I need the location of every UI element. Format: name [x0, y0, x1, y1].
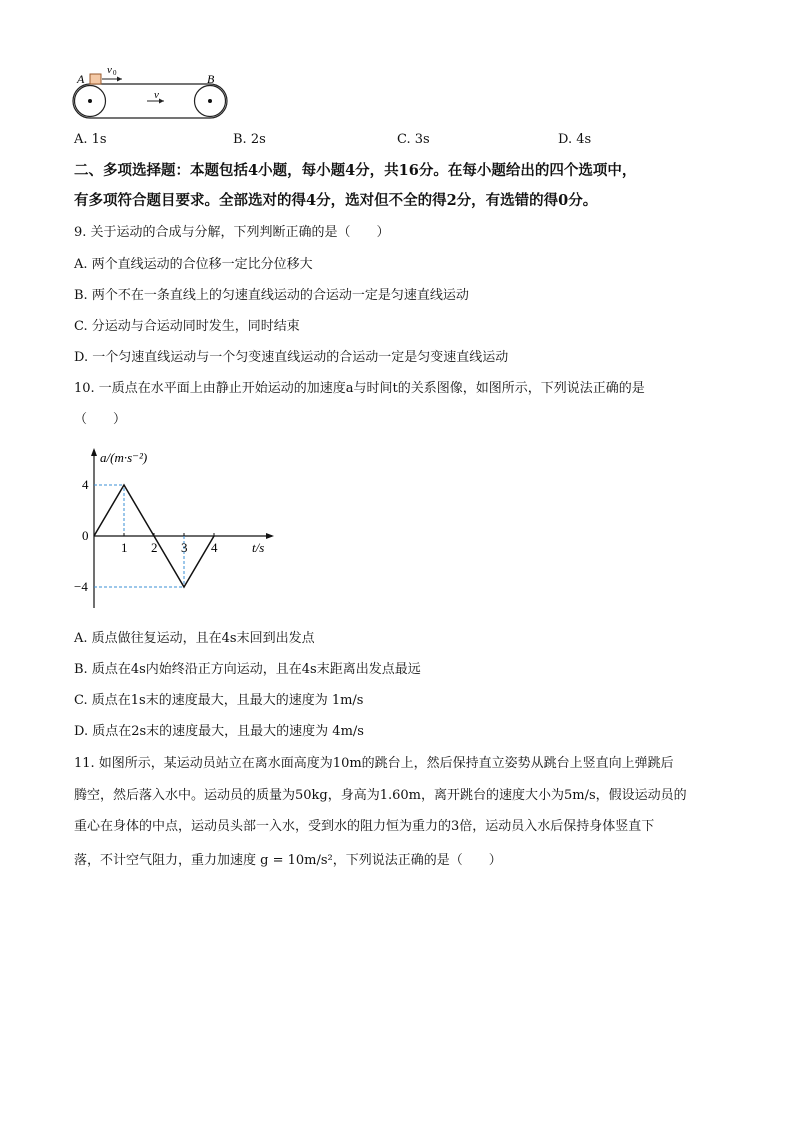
x-tick-label: 4 — [211, 540, 218, 555]
q9-option-b: B. 两个不在一条直线上的匀速直线运动的合运动一定是匀速直线运动 — [74, 288, 469, 303]
label-v: v — [154, 89, 159, 101]
label-b: B — [207, 72, 215, 86]
section2-heading-line1: 二、多项选择题：本题包括4小题，每小题4分，共16分。在每小题给出的四个选项中， — [74, 162, 637, 179]
q10-option-b: B. 质点在4s内始终沿正方向运动，且在4s末距离出发点最远 — [74, 662, 421, 677]
y-tick-label: 4 — [82, 477, 89, 492]
label-v0-sub: 0 — [113, 69, 117, 77]
acceleration-time-chart — [60, 440, 290, 620]
q9-option-d: D. 一个匀速直线运动与一个匀变速直线运动的合运动一定是匀变速直线运动 — [74, 350, 509, 365]
q11-line4: 落，不计空气阻力，重力加速度 g = 10m/s²，下列说法正确的是（ ） — [74, 853, 502, 868]
q10-option-c: C. 质点在1s末的速度最大，且最大的速度为 1m/s — [74, 693, 364, 708]
q10-option-d: D. 质点在2s末的速度最大，且最大的速度为 4m/s — [74, 724, 364, 739]
label-v0: v — [107, 64, 112, 76]
y-tick-label: 0 — [82, 528, 89, 543]
q10-stem-line2: （ ） — [74, 412, 127, 427]
y-axis-arrow — [91, 448, 97, 456]
x-tick-label: 3 — [181, 540, 188, 555]
x-axis-label: t/s — [252, 540, 265, 555]
q11-line3: 重心在身体的中点，运动员头部一入水，受到水的阻力恒为重力的3倍，运动员入水后保持身体竖直下 — [74, 819, 655, 834]
q8-option-d: D. 4s — [558, 132, 592, 147]
q11-line1: 11. 如图所示，某运动员站立在离水面高度为10m的跳台上，然后保持直立姿势从跳台上竖直向上弹跳后 — [74, 756, 674, 771]
x-tick-label: 2 — [151, 540, 158, 555]
x-tick-label: 1 — [121, 540, 128, 555]
x-axis-arrow — [266, 533, 274, 539]
block-a — [90, 74, 101, 84]
q11-line2: 腾空，然后落入水中。运动员的质量为50kg，身高为1.60m，离开跳台的速度大小为5m/s，假设运动员的 — [74, 788, 687, 803]
q8-option-c: C. 3s — [397, 132, 430, 147]
y-axis-label: a/(m·s⁻²) — [100, 450, 148, 465]
q10-option-a: A. 质点做往复运动，且在4s末回到出发点 — [74, 631, 315, 646]
q9-option-a: A. 两个直线运动的合位移一定比分位移大 — [74, 257, 313, 272]
q8-option-a: A. 1s — [74, 132, 107, 147]
q9-stem: 9. 关于运动的合成与分解，下列判断正确的是（ ） — [74, 225, 390, 240]
label-a: A — [77, 72, 85, 86]
q10-stem-line1: 10. 一质点在水平面上由静止开始运动的加速度a与时间t的关系图像，如图所示，下列说法正确的是 — [74, 381, 645, 396]
section2-heading-line2: 有多项符合题目要求。全部选对的得4分，选对但不全的得2分，有选错的得0分。 — [74, 192, 598, 209]
q9-option-c: C. 分运动与合运动同时发生，同时结束 — [74, 319, 300, 334]
q8-option-b: B. 2s — [233, 132, 266, 147]
conveyor-belt-figure — [60, 62, 240, 126]
y-tick-label: −4 — [74, 579, 88, 594]
